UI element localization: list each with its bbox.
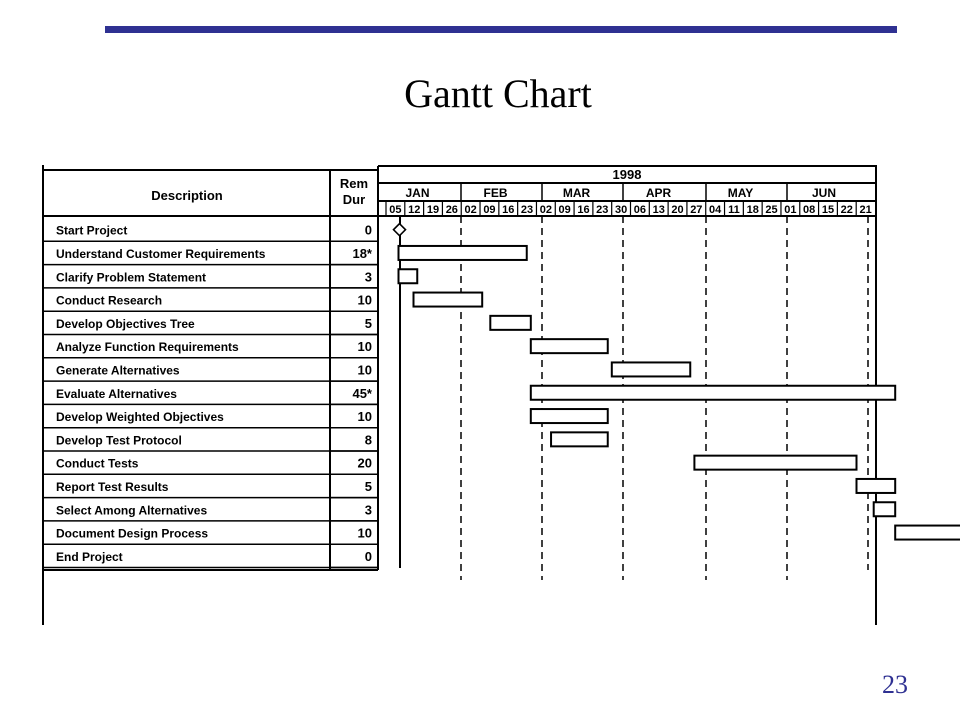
task-bar (857, 479, 896, 493)
week-label: 22 (840, 204, 853, 216)
week-label: 23 (596, 204, 609, 216)
task-name: Understand Customer Requirements (56, 246, 266, 261)
task-duration: 10 (357, 339, 372, 355)
task-duration: 3 (364, 269, 372, 285)
task-bar (874, 502, 896, 516)
task-bar (612, 362, 690, 376)
task-duration: 0 (364, 548, 372, 564)
task-bar (414, 293, 483, 307)
task-duration: 20 (357, 455, 372, 471)
week-label: 09 (558, 204, 571, 216)
task-duration: 10 (357, 409, 372, 425)
task-bar (694, 456, 856, 470)
week-label: 11 (728, 204, 740, 216)
week-label: 01 (784, 204, 797, 216)
task-name: Select Among Alternatives (56, 503, 208, 518)
week-label: 09 (483, 204, 496, 216)
task-duration: 5 (364, 478, 372, 494)
dur-header: Dur (342, 192, 366, 207)
task-duration: 5 (364, 315, 372, 331)
task-name: Report Test Results (56, 479, 169, 494)
week-label: 02 (539, 204, 552, 216)
month-label: JUN (811, 186, 837, 200)
week-label: 12 (408, 204, 421, 216)
week-label: 20 (671, 204, 684, 216)
month-label: MAY (727, 186, 754, 200)
week-label: 04 (709, 204, 722, 216)
task-bar (531, 409, 608, 423)
task-duration: 8 (364, 432, 372, 448)
task-duration: 10 (357, 292, 372, 308)
task-bar (531, 386, 895, 400)
month-label: APR (645, 186, 672, 200)
week-label: 08 (803, 204, 816, 216)
task-name: Develop Weighted Objectives (56, 410, 224, 425)
task-rows (43, 223, 378, 568)
task-name: Start Project (56, 223, 128, 238)
week-label: 25 (765, 204, 778, 216)
week-label: 13 (652, 204, 665, 216)
task-name: Evaluate Alternatives (56, 386, 177, 401)
task-bar (531, 339, 608, 353)
task-duration: 3 (364, 502, 372, 518)
task-name: End Project (56, 549, 123, 564)
week-label: 05 (389, 204, 402, 216)
task-bar (490, 316, 531, 330)
week-label: 15 (821, 204, 835, 216)
month-label: FEB (483, 186, 508, 200)
task-bar (399, 246, 527, 260)
week-label: 30 (614, 204, 628, 216)
task-name: Generate Alternatives (56, 363, 180, 378)
task-duration: 0 (364, 222, 372, 238)
week-label: 16 (577, 204, 590, 216)
week-label: 18 (746, 204, 759, 216)
task-duration: 10 (357, 525, 372, 541)
week-label: 27 (690, 204, 703, 216)
task-name: Develop Objectives Tree (56, 316, 195, 331)
week-label: 06 (633, 204, 647, 216)
week-label: 26 (445, 204, 458, 216)
task-duration: 18* (352, 245, 372, 261)
task-name: Document Design Process (56, 526, 209, 541)
task-name: Develop Test Protocol (56, 433, 182, 448)
chart-headers (151, 176, 368, 207)
task-name: Conduct Research (56, 293, 163, 308)
task-bar (551, 432, 608, 446)
description-header: Description (151, 188, 223, 203)
rem-header: Rem (339, 176, 369, 191)
year-label: 1998 (612, 167, 642, 182)
week-label: 16 (502, 204, 515, 216)
week-label: 23 (520, 204, 534, 216)
task-duration: 10 (357, 362, 372, 378)
month-label: MAR (562, 186, 591, 200)
task-name: Conduct Tests (56, 456, 139, 471)
task-bar (399, 269, 418, 283)
slide-title: Gantt Chart (404, 71, 592, 116)
month-label: JAN (405, 186, 430, 200)
task-name: Analyze Function Requirements (56, 340, 239, 355)
task-name: Clarify Problem Statement (56, 270, 207, 285)
task-bar (895, 526, 960, 540)
milestone-marker (394, 224, 406, 236)
week-label: 02 (464, 204, 477, 216)
task-duration: 45* (352, 385, 372, 401)
week-label: 19 (426, 204, 440, 216)
page-number: 23 (882, 670, 908, 699)
week-label: 21 (859, 204, 872, 216)
